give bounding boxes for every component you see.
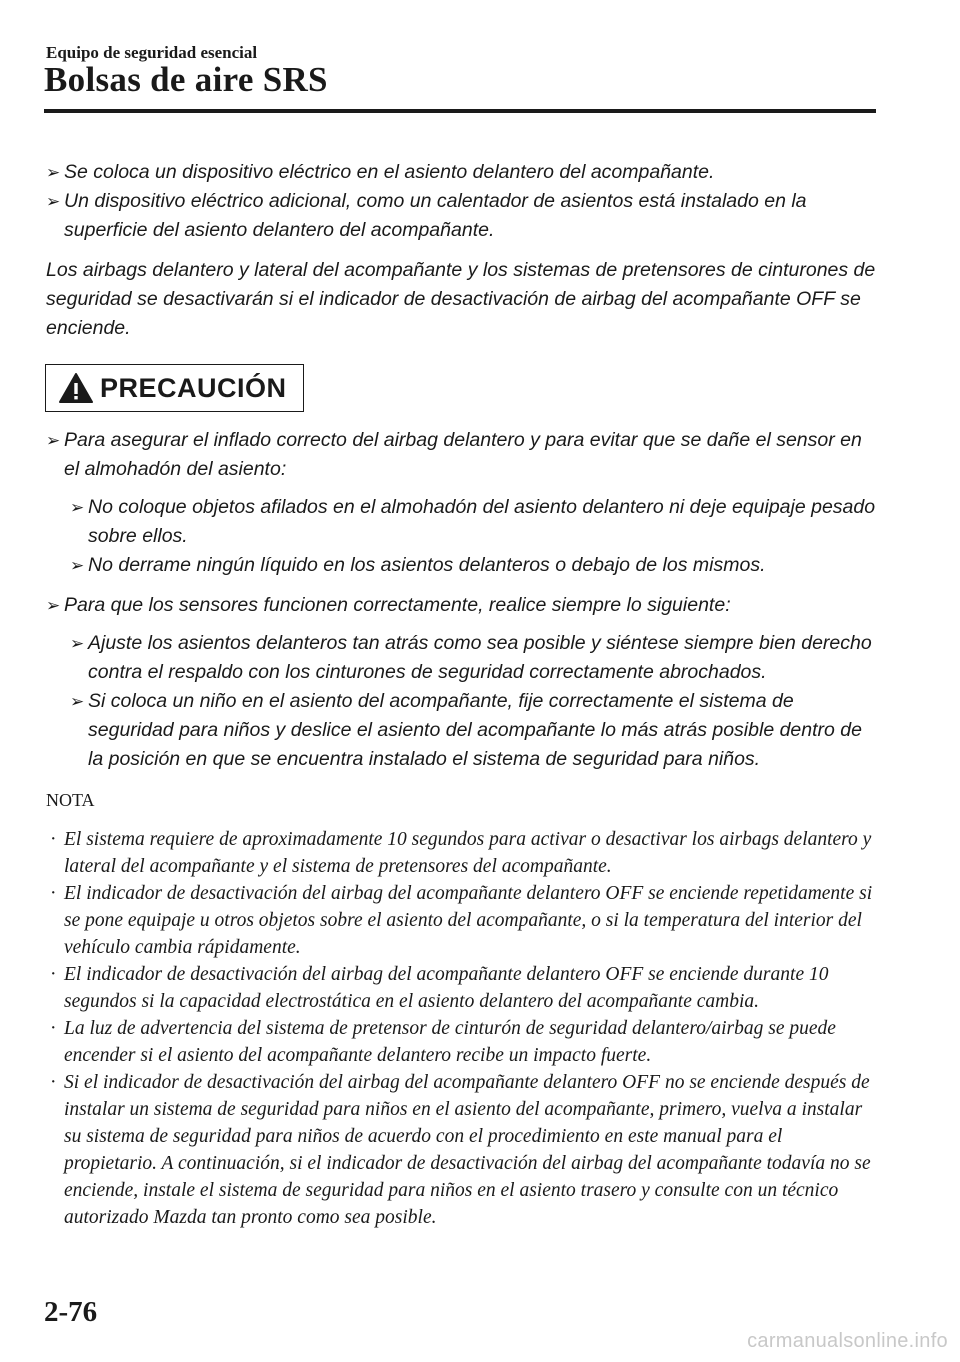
list-item: · La luz de advertencia del sistema de pretensor de cinturón de seguridad delantero/airbag se puede encender si el asiento del acompañante delantero recibe un impacto fuerte. xyxy=(50,1015,880,1069)
list-item: ➢ Para que los sensores funcionen correctamente, realice siempre lo siguiente: xyxy=(46,591,878,620)
list-item: · El sistema requiere de aproximadamente 10 segundos para activar o desactivar los airbags delantero y lateral del acompañante y el sistema de pretensores del acompañante. xyxy=(50,826,880,880)
list-item: · Si el indicador de desactivación del airbag del acompañante delantero OFF no se enciende después de instalar un sistema de seguridad para niños en el asiento del acompañante, primero, vuelva a instalar su sistema de seguridad para niños de acuerdo con el procedimiento en este manual para el propietario. A continuación, si el indicador de desactivación del airbag del acompañante todavía no se enciende, instale el sistema de seguridad para niños en el asiento trasero y consulte con un técnico autorizado Mazda tan pronto como sea posible. xyxy=(50,1069,880,1231)
arrow-bullet-icon: ➢ xyxy=(70,634,85,653)
intro-paragraph: Los airbags delantero y lateral del acompañante y los sistemas de pretensores de cinturones de seguridad se desactivarán si el indicador de desactivación de airbag del acompañante OFF se enciende. xyxy=(46,259,876,339)
arrow-bullet-icon: ➢ xyxy=(46,192,61,211)
chapter-title: Bolsas de aire SRS xyxy=(44,60,328,99)
watermark: carmanualsonline.info xyxy=(747,1330,948,1352)
note-heading: NOTA xyxy=(46,790,95,810)
arrow-bullet-icon: ➢ xyxy=(70,498,85,517)
note-list xyxy=(50,826,880,1231)
list-item: ➢ Si coloca un niño en el asiento del acompañante, fije correctamente el sistema de seguridad para niños y deslice el asiento del acompañante lo más atrás posible dentro de la posición en que se encuentra instalado el sistema de seguridad para niños. xyxy=(70,687,878,774)
arrow-bullet-icon: ➢ xyxy=(46,596,61,615)
list-item: · El indicador de desactivación del airbag del acompañante delantero OFF se enciende durante 10 segundos si la capacidad electrostática en el asiento delantero del acompañante cambia. xyxy=(50,961,880,1015)
arrow-bullet-icon: ➢ xyxy=(46,163,61,182)
list-item: ➢ Se coloca un dispositivo eléctrico en el asiento delantero del acompañante. xyxy=(46,158,878,187)
section-label: Equipo de seguridad esencial xyxy=(46,43,258,62)
list-item: ➢ Ajuste los asientos delanteros tan atrás como sea posible y siéntese siempre bien derecho contra el respaldo con los cinturones de seguridad correctamente abrochados. xyxy=(70,629,878,687)
list-item: ➢ No derrame ningún líquido en los asientos delanteros o debajo de los mismos. xyxy=(70,551,878,580)
dot-bullet-icon: · xyxy=(50,1018,57,1039)
dot-bullet-icon: · xyxy=(50,964,57,985)
list-item: ➢ No coloque objetos afilados en el almohadón del asiento delantero ni deje equipaje pesado sobre ellos. xyxy=(70,493,878,551)
list-item: ➢ Para asegurar el inflado correcto del airbag delantero y para evitar que se dañe el sensor en el almohadón del asiento: xyxy=(46,426,878,484)
arrow-bullet-icon: ➢ xyxy=(46,431,61,450)
warning-triangle-icon xyxy=(58,372,94,404)
dot-bullet-icon: · xyxy=(50,1072,57,1093)
caution-label: PRECAUCIÓN xyxy=(100,372,287,403)
arrow-bullet-icon: ➢ xyxy=(70,692,85,711)
intro-bullet-list xyxy=(46,158,878,245)
list-item: · El indicador de desactivación del airbag del acompañante delantero OFF se enciende repetidamente si se pone equipaje u otros objetos sobre el asiento del acompañante, o si la temperatura del interior del vehículo cambia rápidamente. xyxy=(50,880,880,961)
list-item: ➢ Un dispositivo eléctrico adicional, como un calentador de asientos está instalado en la superficie del asiento delantero del acompañante. xyxy=(46,187,878,245)
page-number: 2-76 xyxy=(44,1296,98,1328)
dot-bullet-icon: · xyxy=(50,883,57,904)
arrow-bullet-icon: ➢ xyxy=(70,556,85,575)
caution-header xyxy=(45,364,304,412)
title-divider xyxy=(44,109,876,113)
dot-bullet-icon: · xyxy=(50,829,57,850)
caution-list xyxy=(46,426,878,774)
